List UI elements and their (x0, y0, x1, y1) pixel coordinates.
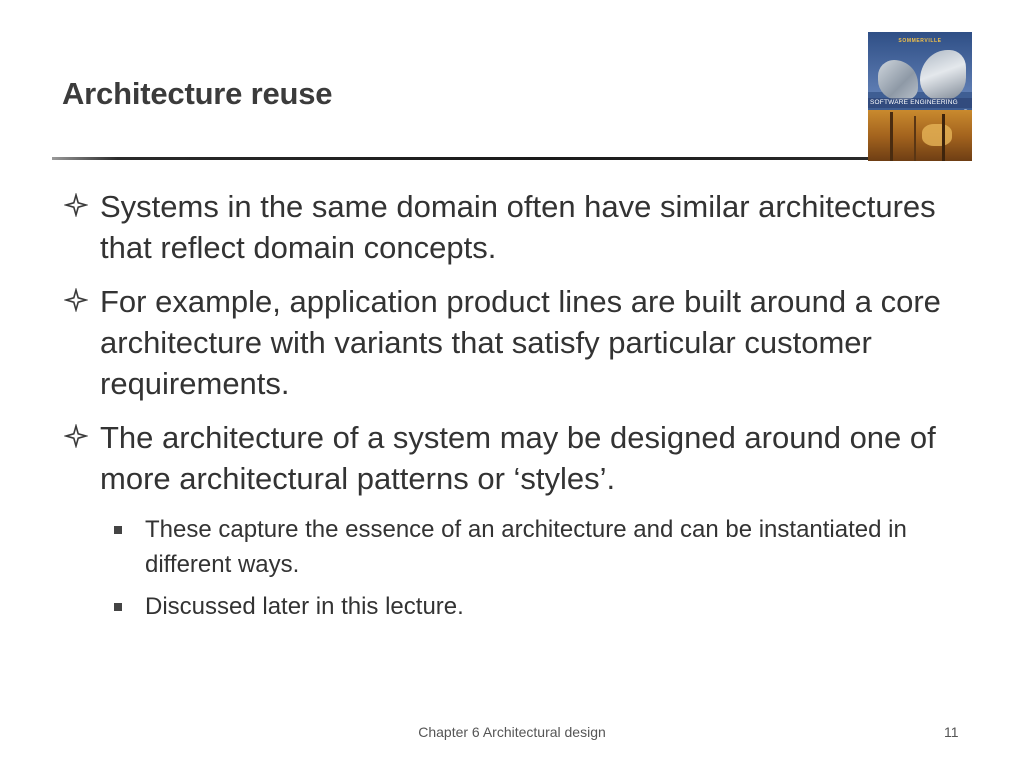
cover-ground (868, 110, 972, 161)
sub-bullet-text: These capture the essence of an architecture and can be instantiated in different ways. (145, 516, 907, 578)
bullet-text: For example, application product lines are built around a core architecture with variants that satisfy particular customer requirements. (100, 284, 941, 401)
cover-pole (914, 116, 916, 161)
footer-page-number: 11 (944, 724, 959, 740)
bullet-item (64, 281, 964, 404)
cover-light (922, 124, 952, 146)
four-point-star-outline-icon (64, 424, 88, 448)
cover-author: SOMMERVILLE (898, 38, 942, 44)
sub-bullet-item (64, 589, 964, 624)
four-point-star-outline-icon (64, 288, 88, 312)
four-point-star-outline-icon (64, 193, 88, 217)
footer-chapter: Chapter 6 Architectural design (418, 724, 606, 740)
cover-pole (942, 114, 945, 161)
square-bullet-icon (114, 603, 122, 611)
slide-body (64, 186, 964, 631)
book-cover-image (868, 32, 972, 161)
bullet-item (64, 417, 964, 499)
bullet-text: The architecture of a system may be designed around one of more architectural patterns or ‘styles’. (100, 420, 936, 496)
cover-pole (890, 112, 893, 161)
title-divider (52, 157, 870, 160)
slide-title: Architecture reuse (62, 76, 333, 111)
bullet-item (64, 186, 964, 268)
bullet-text: Systems in the same domain often have similar architectures that reflect domain concepts. (100, 189, 936, 265)
sub-bullet-text: Discussed later in this lecture. (145, 593, 464, 620)
sub-bullet-item (64, 512, 964, 582)
cover-title: SOFTWARE ENGINEERING (870, 99, 958, 106)
square-bullet-icon (114, 526, 122, 534)
